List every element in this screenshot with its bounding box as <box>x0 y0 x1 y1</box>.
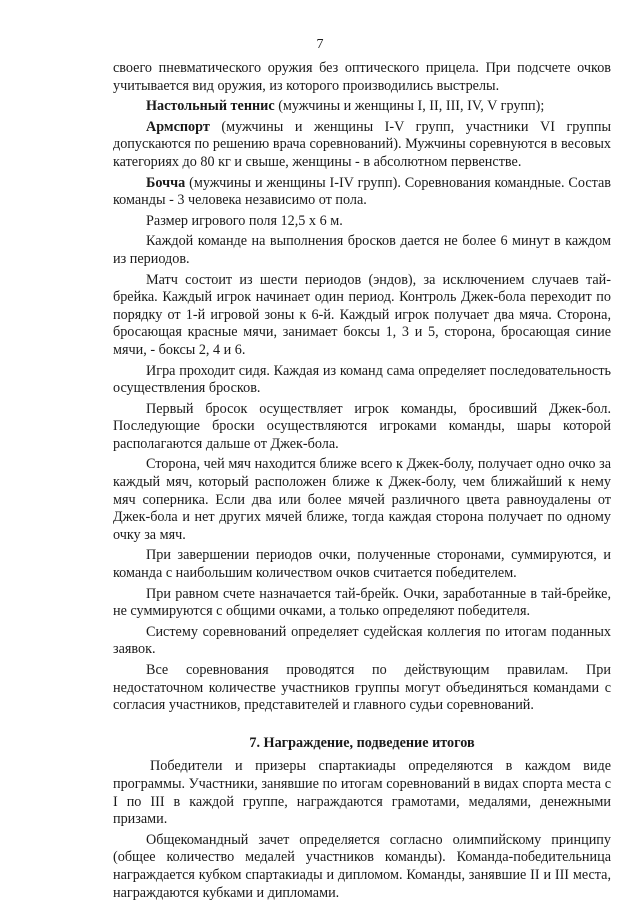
paragraph: Игра проходит сидя. Каждая из команд сама определяет последовательность осуществления бросков. <box>113 362 611 397</box>
paragraph: своего пневматического оружия без оптического прицела. При подсчете очков учитывается вид оружия, из которого производились выстрелы. <box>113 60 611 94</box>
paragraph: При равном счете назначается тай-брейк. Очки, заработанные в тай-брейке, не суммируются с общими очками, а только определяют победителя. <box>113 585 611 620</box>
paragraph-text: (мужчины и женщины I-V групп, участники VI группы допускаются по решению врача соревнований). Мужчины соревнуются в весовых категориях до 80 кг и свыше, женщины - в абсолютном первенстве. <box>113 118 611 170</box>
paragraph-text: (мужчины и женщины I-IV групп). Соревнования командные. Состав команды - 3 человека независимо от пола. <box>113 174 611 209</box>
paragraph: Общекомандный зачет определяется согласно олимпийскому принципу (общее количество медалей участников команды). Команда-победительница награждается кубком спартакиады и дипломом. Команды, занявшие II и III места, награждаются кубками и дипломами. <box>113 831 611 901</box>
paragraph: Сторона, чей мяч находится ближе всего к Джек-болу, получает одно очко за каждый мяч, который расположен ближе к Джек-болу, чем ближайший к нему мяч соперника. Если два или более мячей различного цвета равноудалены от Джек-бола и нет других мячей ближе, тогда каждая сторона получает по одному очку за мяч. <box>113 456 611 543</box>
paragraph: Первый бросок осуществляет игрок команды, бросивший Джек-бол. Последующие броски осуществляются игроками команды, шары которой располагаются дальше от Джек-бола. <box>113 400 611 452</box>
paragraph-lead: Армспорт <box>146 118 210 135</box>
document-body <box>113 60 611 905</box>
page-number: 7 <box>316 37 324 52</box>
paragraph-table-tennis <box>113 98 611 116</box>
paragraph: Каждой команде на выполнения бросков дается не более 6 минут в каждом из периодов. <box>113 233 611 267</box>
section-heading: 7. Награждение, подведение итогов <box>249 734 475 751</box>
paragraph-armsport <box>113 119 611 172</box>
paragraph: Победители и призеры спартакиады определяются в каждом виде программы. Участники, занявшие по итогам соревнований в видах спорта места с I по III в каждой группе, награждаются грамотами, медалями, денежными призами. <box>113 758 611 828</box>
paragraph-lead: Бочча <box>146 174 186 191</box>
paragraph: Матч состоит из шести периодов (эндов), за исключением случаев тай-брейка. Каждый игрок начинает один период. Контроль Джек-бола переходит по порядку от 1-й игровой зоны к 6-й. Каждый игрок получает два мяча. Сторона, бросающая красные мячи, занимает боксы 1, 3 и 5, сторона, бросающая синие мячи, - боксы 2, 4 и 6. <box>113 271 611 358</box>
paragraph: При завершении периодов очки, полученные сторонами, суммируются, и команда с наибольшим количеством очков считается победителем. <box>113 547 611 582</box>
paragraph: Размер игрового поля 12,5 х 6 м. <box>146 212 343 229</box>
paragraph: Все соревнования проводятся по действующим правилам. При недостаточном количестве участников группы могут объединяться командами с согласия участников, представителей и главного судьи соревнований. <box>113 662 611 714</box>
paragraph-text: (мужчины и женщины I, II, III, IV, V групп); <box>274 98 545 115</box>
paragraph-lead: Настольный теннис <box>146 98 275 115</box>
paragraph: Систему соревнований определяет судейская коллегия по итогам поданных заявок. <box>113 623 611 658</box>
paragraph-boccia <box>113 175 611 210</box>
